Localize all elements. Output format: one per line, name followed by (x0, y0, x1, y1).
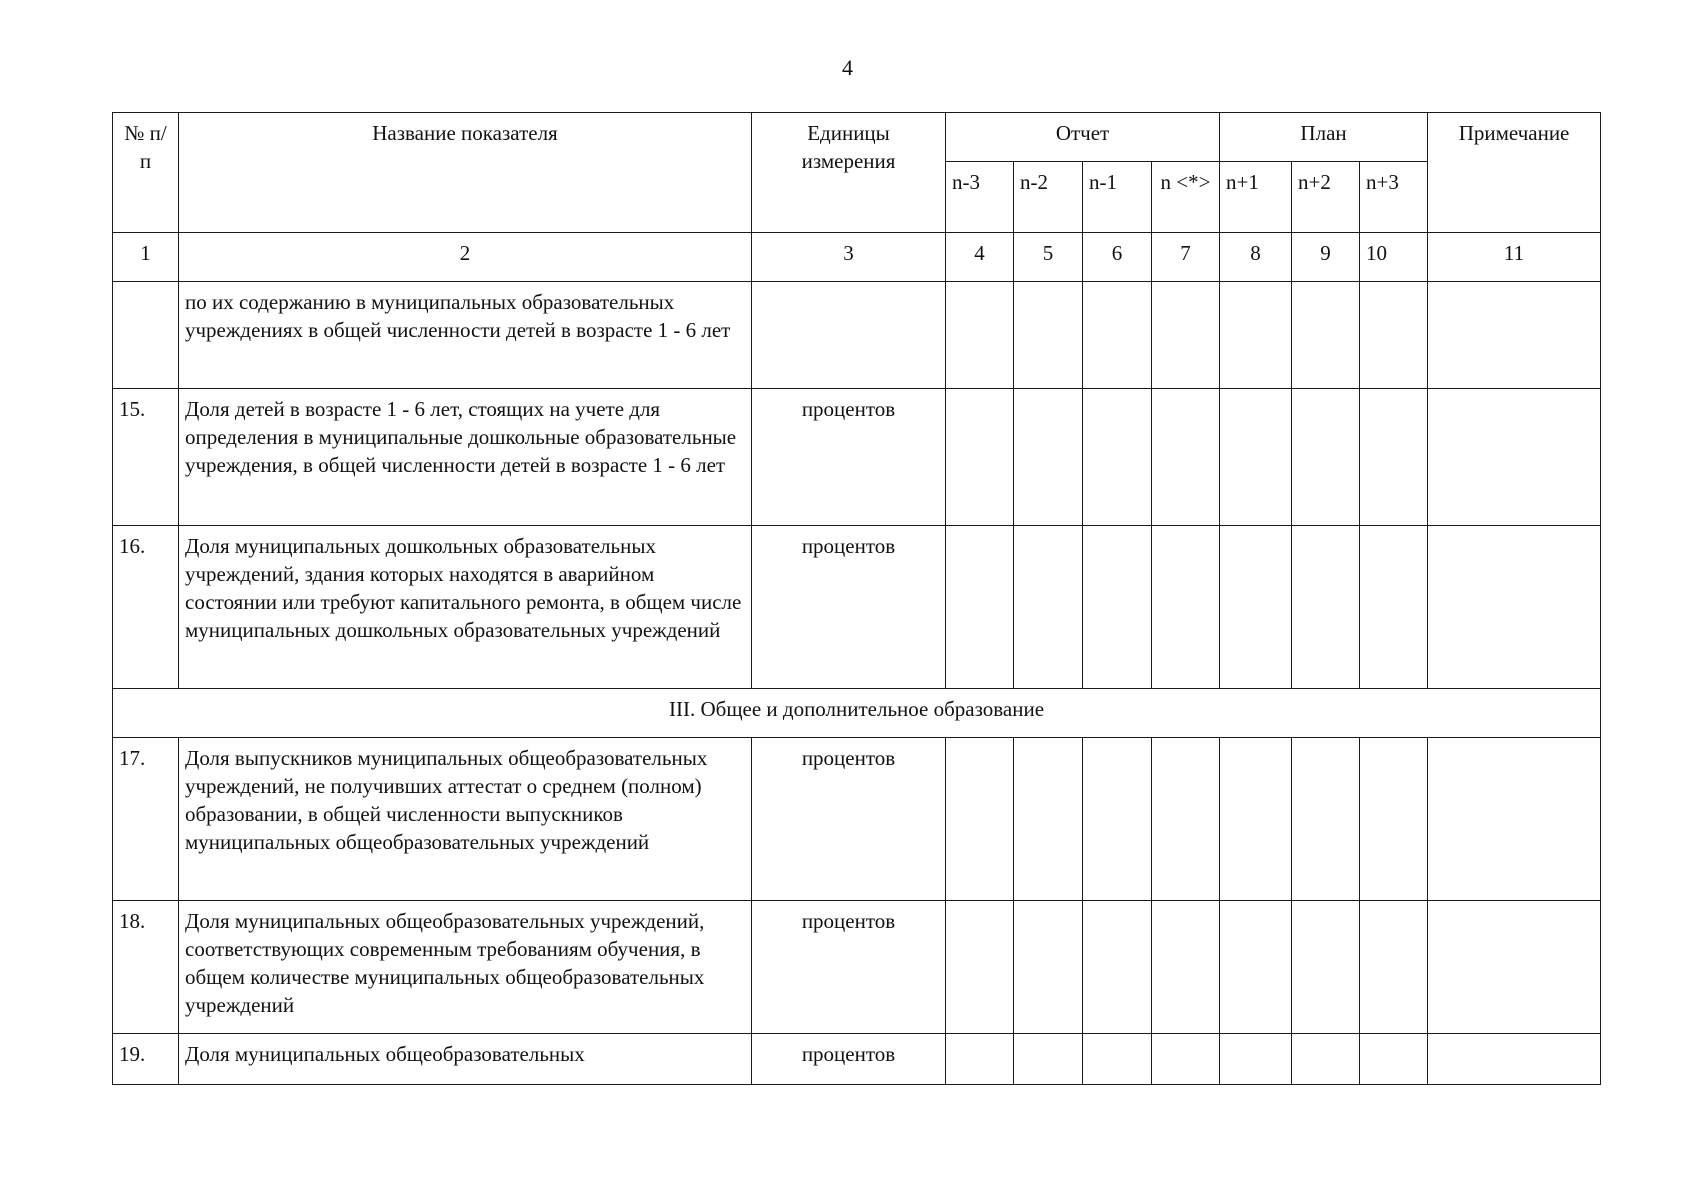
header-period: n-2 (1014, 162, 1083, 233)
value-cell (1152, 901, 1220, 1034)
section-title: III. Общее и дополнительное образование (113, 689, 1601, 738)
row-number: 17. (113, 738, 179, 901)
header-plan: План (1220, 113, 1428, 162)
value-cell (946, 901, 1014, 1034)
indicator-units (752, 282, 946, 389)
value-cell (946, 282, 1014, 389)
indicator-units: процентов (752, 1034, 946, 1085)
column-number: 5 (1014, 233, 1083, 282)
value-cell (1292, 526, 1360, 689)
value-cell (1083, 1034, 1152, 1085)
value-cell (1152, 738, 1220, 901)
indicator-units: процентов (752, 901, 946, 1034)
table-row (113, 389, 1601, 526)
row-number: 19. (113, 1034, 179, 1085)
header-name: Название показателя (179, 113, 752, 233)
header-period: n <*> (1152, 162, 1220, 233)
header-report: Отчет (946, 113, 1220, 162)
value-cell (1220, 526, 1292, 689)
value-cell (1152, 389, 1220, 526)
value-cell (1292, 738, 1360, 901)
value-cell (1360, 282, 1428, 389)
row-number: 18. (113, 901, 179, 1034)
value-cell (1220, 738, 1292, 901)
value-cell (946, 389, 1014, 526)
note-cell (1428, 1034, 1601, 1085)
header-period: n-3 (946, 162, 1014, 233)
row-number: 16. (113, 526, 179, 689)
section-row (113, 689, 1601, 738)
note-cell (1428, 738, 1601, 901)
table-row (113, 738, 1601, 901)
value-cell (1014, 282, 1083, 389)
column-number: 3 (752, 233, 946, 282)
value-cell (1220, 389, 1292, 526)
value-cell (1220, 282, 1292, 389)
table-row (113, 526, 1601, 689)
column-number: 9 (1292, 233, 1360, 282)
value-cell (1360, 1034, 1428, 1085)
value-cell (946, 738, 1014, 901)
row-number (113, 282, 179, 389)
header-units: Единицы измерения (752, 113, 946, 233)
note-cell (1428, 901, 1601, 1034)
value-cell (946, 1034, 1014, 1085)
column-number: 11 (1428, 233, 1601, 282)
note-cell (1428, 389, 1601, 526)
value-cell (1292, 282, 1360, 389)
indicator-name: Доля муниципальных общеобразовательных учреждений, соответствующих современным требованиям обучения, в общем количестве муниципальных общеобразовательных учреждений (179, 901, 752, 1034)
value-cell (1014, 526, 1083, 689)
value-cell (1220, 901, 1292, 1034)
header-note: Примечание (1428, 113, 1601, 233)
header-num: № п/п (113, 113, 179, 233)
value-cell (1083, 901, 1152, 1034)
column-number: 2 (179, 233, 752, 282)
value-cell (1014, 389, 1083, 526)
column-number: 6 (1083, 233, 1152, 282)
column-number: 7 (1152, 233, 1220, 282)
value-cell (1292, 389, 1360, 526)
header-row (113, 113, 1601, 162)
value-cell (1292, 901, 1360, 1034)
indicator-name: Доля муниципальных общеобразовательных (179, 1034, 752, 1085)
value-cell (1014, 901, 1083, 1034)
value-cell (1014, 738, 1083, 901)
indicator-units: процентов (752, 526, 946, 689)
header-period: n+2 (1292, 162, 1360, 233)
column-number: 10 (1360, 233, 1428, 282)
indicator-name: Доля детей в возрасте 1 - 6 лет, стоящих на учете для определения в муниципальные дошкольные образовательные учреждения, в общей численности детей в возрасте 1 - 6 лет (179, 389, 752, 526)
column-number: 8 (1220, 233, 1292, 282)
value-cell (1360, 738, 1428, 901)
table-row (113, 282, 1601, 389)
value-cell (1360, 901, 1428, 1034)
value-cell (1152, 1034, 1220, 1085)
value-cell (1360, 389, 1428, 526)
table-row (113, 901, 1601, 1034)
value-cell (1360, 526, 1428, 689)
value-cell (1014, 1034, 1083, 1085)
header-period: n+3 (1360, 162, 1428, 233)
page-number: 4 (842, 55, 853, 80)
value-cell (1083, 282, 1152, 389)
value-cell (1220, 1034, 1292, 1085)
indicator-name: Доля выпускников муниципальных общеобразовательных учреждений, не получивших аттестат о среднем (полном) образовании, в общей численности выпускников муниципальных общеобразовательных учреждений (179, 738, 752, 901)
note-cell (1428, 526, 1601, 689)
indicator-units: процентов (752, 738, 946, 901)
value-cell (1083, 526, 1152, 689)
value-cell (1292, 1034, 1360, 1085)
value-cell (1083, 389, 1152, 526)
header-period: n-1 (1083, 162, 1152, 233)
indicator-units: процентов (752, 389, 946, 526)
value-cell (1152, 282, 1220, 389)
indicators-table (112, 112, 1601, 1085)
value-cell (1152, 526, 1220, 689)
column-numbers-row (113, 233, 1601, 282)
value-cell (946, 526, 1014, 689)
indicator-name: Доля муниципальных дошкольных образовательных учреждений, здания которых находятся в аварийном состоянии или требуют капитального ремонта, в общем числе муниципальных дошкольных образовательных учреждений (179, 526, 752, 689)
note-cell (1428, 282, 1601, 389)
value-cell (1083, 738, 1152, 901)
row-number: 15. (113, 389, 179, 526)
column-number: 1 (113, 233, 179, 282)
header-period: n+1 (1220, 162, 1292, 233)
indicator-name: по их содержанию в муниципальных образовательных учреждениях в общей численности детей в возрасте 1 - 6 лет (179, 282, 752, 389)
column-number: 4 (946, 233, 1014, 282)
table-row (113, 1034, 1601, 1085)
